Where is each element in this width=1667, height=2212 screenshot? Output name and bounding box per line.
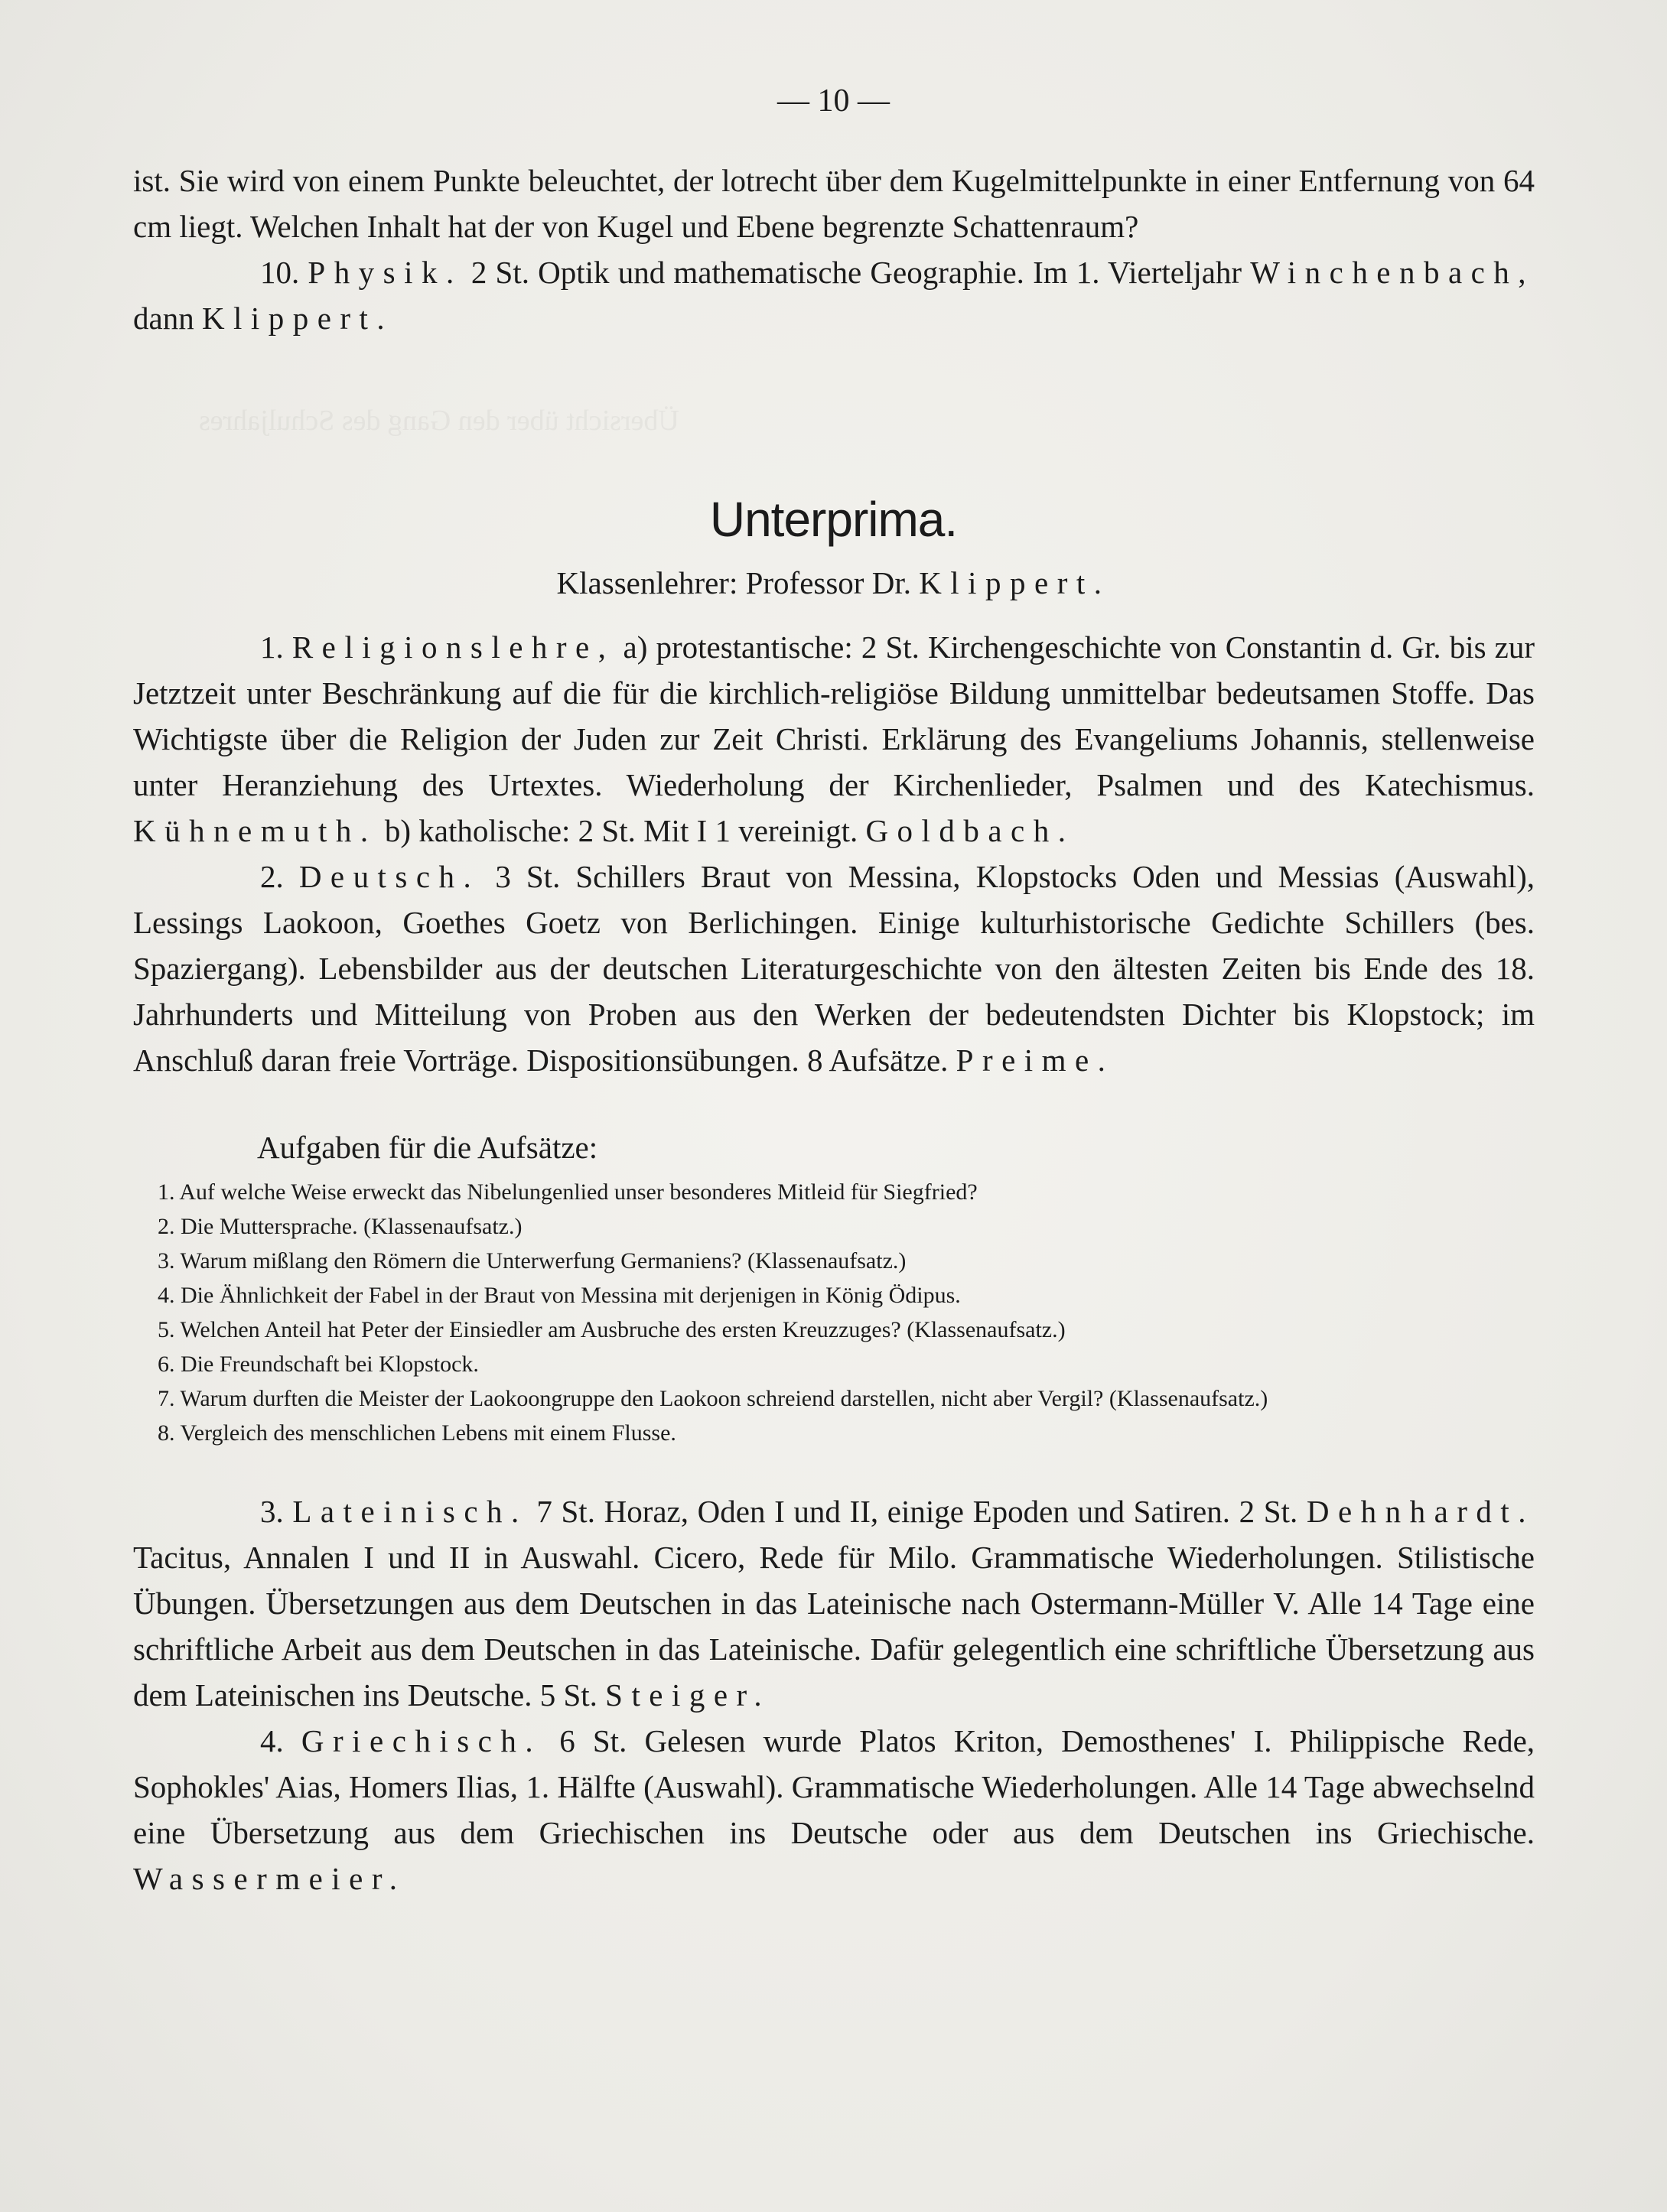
page-number: — 10 — [777, 83, 890, 119]
paragraph-intro: ist. Sie wird von einem Punkte beleuchtet, der lotrecht über dem Kugelmittelpunkte in einer Entfernung von 64 cm liegt. Welchen Inhalt hat der von Kugel und Ebene begrenzte Schattenraum? [133, 163, 1535, 244]
subject-latein: Lateinisch. [292, 1494, 528, 1529]
section-title: Unterprima. [709, 492, 958, 547]
paragraph-deutsch: 2. Deutsch. 3 St. Schillers Braut von Messina, Klopstocks Oden und Messias (Auswahl), Lessings Laokoon, Goethes Goetz von Berlichingen. Einige kulturhistorische Gedichte Schillers (bes. Spaziergang). Lebensbilder aus der deutschen Literaturgeschichte von den ältesten Zeiten bis Ende des 18. Jahrhunderts und Mitteilung von Proben aus den Werken der bedeutendsten Dichter bis Klopstock; im Anschluß daran freie Vorträge. Dispositionsübungen. 8 Aufsätze. Preime. [133, 859, 1535, 1078]
teacher-name: Wassermeier. [133, 1861, 406, 1896]
paragraph-latein: 3. Lateinisch. 7 St. Horaz, Oden I und II, einige Epoden und Satiren. 2 St. Dehnhardt. Tacitus, Annalen I und II in Auswahl. Cicero, Rede für Milo. Grammatische Wiederholungen. Stilistische Übungen. Übersetzungen aus dem Deutschen in das Lateinische nach Ostermann-Müller V. Alle 14 Tage eine schriftliche Arbeit aus dem Deutschen in das Lateinische. Dafür gelegentlich eine schriftliche Übersetzung aus dem Lateinischen ins Deutsche. 5 St. Steiger. [133, 1494, 1535, 1713]
list-item: 7. Warum durften die Meister der Laokoongruppe den Laokoon schreiend darstellen, nicht aber Vergil? (Klassenaufsatz.) [158, 1386, 1268, 1411]
top-text-block [133, 158, 1535, 341]
teacher-name: Klippert. [201, 301, 394, 336]
teacher-name: Preime. [956, 1043, 1115, 1078]
paragraph-griechisch: 4. Griechisch. 6 St. Gelesen wurde Platos Kriton, Demosthenes' I. Philippische Rede, Sophokles' Aias, Homers Ilias, 1. Hälfte (Auswahl). Grammatische Wiederholungen. Alle 14 Tage abwechselnd eine Übersetzung aus dem Griechischen ins Deutsche oder aus dem Deutschen ins Griechische. Wassermeier. [133, 1723, 1535, 1896]
teacher-name: Klippert. [919, 565, 1111, 600]
list-item: 5. Welchen Anteil hat Peter der Einsiedler am Ausbruche des ersten Kreuzzuges? (Klassenaufsatz.) [158, 1317, 1066, 1342]
teacher-name: Steiger. [605, 1677, 771, 1713]
bleed-through-text: Übersicht über den Gang des Schuljahres [199, 405, 679, 437]
list-item: 8. Vergleich des menschlichen Lebens mit einem Flusse. [158, 1420, 676, 1446]
subject-physik: Physik. [308, 255, 463, 290]
teacher-name: Dehnhardt. [1306, 1494, 1535, 1529]
teacher-name: Kühnemuth. [133, 813, 377, 848]
list-item: 2. Die Muttersprache. (Klassenaufsatz.) [158, 1214, 523, 1239]
subject-deutsch: Deutsch. [298, 859, 480, 894]
teacher-name: Winchenbach, [1250, 255, 1535, 290]
aufgaben-heading: Aufgaben für die Aufsätze: [257, 1130, 598, 1165]
list-item: 4. Die Ähnlichkeit der Fabel in der Braut von Messina mit derjenigen in König Ödipus. [158, 1283, 961, 1308]
subject-griechisch: Griechisch. [301, 1723, 542, 1758]
teacher-name: Goldbach. [865, 813, 1075, 848]
aufgaben-list [158, 1175, 1522, 1450]
list-item: 3. Warum mißlang den Römern die Unterwerfung Germaniens? (Klassenaufsatz.) [158, 1248, 907, 1274]
paragraph-religion: 1. Religionslehre, a) protestantische: 2 St. Kirchengeschichte von Constantin d. Gr. bis zur Jetztzeit unter Beschränkung auf die für die kirchlich-religiöse Bildung unmittelbar bedeutsamen Stoffe. Das Wichtigste über die Religion der Juden zur Zeit Christi. Erklärung des Evangeliums Johannis, stellenweise unter Heranziehung des Urtextes. Wiederholung der Kirchenlieder, Psalmen und des Katechismus. Kühnemuth. b) katholische: 2 St. Mit I 1 vereinigt. Goldbach. [133, 629, 1535, 848]
list-item: 1. Auf welche Weise erweckt das Nibelungenlied unser besonderes Mitleid für Siegfried? [158, 1179, 978, 1205]
paragraph-physik: 10. Physik. 2 St. Optik und mathematische Geographie. Im 1. Vierteljahr Winchenbach, dann Klippert. [133, 255, 1535, 336]
subject-religion: Religionslehre, [291, 629, 615, 665]
subjects-block [133, 624, 1535, 1083]
lower-subjects-block [133, 1488, 1535, 1901]
list-item: 6. Die Freundschaft bei Klopstock. [158, 1352, 479, 1377]
klassenlehrer-line: Klassenlehrer: Professor Dr. Klippert. [556, 565, 1111, 600]
